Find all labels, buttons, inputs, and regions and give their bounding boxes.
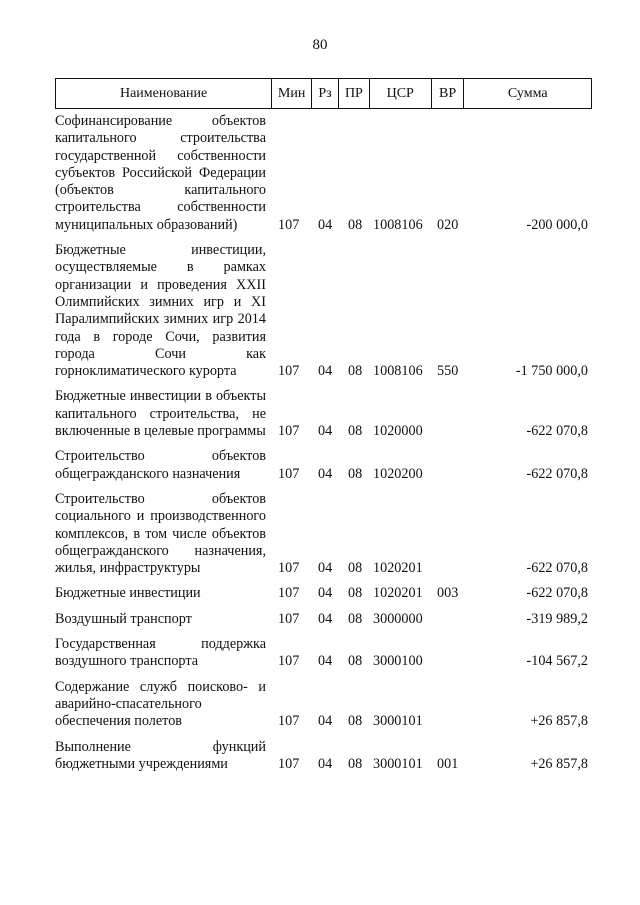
row-name: Государственная поддержка воздушного транспорта [55,636,266,670]
table-row [55,448,592,483]
row-rz: 04 [318,560,333,577]
row-vr: 001 [437,755,459,772]
row-csr: 1020201 [373,560,423,577]
row-min: 107 [278,755,300,772]
page-number: 80 [312,37,328,53]
row-pr: 08 [348,585,363,602]
row-csr: 1020000 [373,423,423,440]
row-rz: 04 [318,585,333,602]
row-pr: 08 [348,653,363,670]
row-csr: 3000100 [373,653,423,670]
row-vr: 003 [437,585,459,602]
row-rz: 04 [318,465,333,482]
table-row [55,611,592,628]
table-row [55,491,592,577]
table-row [55,113,592,234]
row-pr: 08 [348,423,363,440]
row-csr: 1008106 [373,363,423,380]
row-sum: -104 567,2 [526,653,588,670]
row-name: Строительство объектов социального и производственного комплексов, в том числе объектов общегражданского назначения, жилья, инфраструктуры [55,490,266,577]
row-min: 107 [278,423,300,440]
row-min: 107 [278,713,300,730]
row-name: Бюджетные инвестиции, осуществляемые в рамках организации и проведения XXII Олимпийских зимних игр и XI Паралимпийских зимних игр 2014 года в городе Сочи, развития города Сочи как горноклиматического курорта [55,242,266,380]
row-pr: 08 [348,216,363,233]
row-sum: -622 070,8 [526,585,588,602]
row-rz: 04 [318,610,333,627]
row-sum: -200 000,0 [526,216,588,233]
row-pr: 08 [348,363,363,380]
row-min: 107 [278,465,300,482]
row-min: 107 [278,216,300,233]
row-csr: 1008106 [373,216,423,233]
row-csr: 3000000 [373,610,423,627]
table-header [55,78,592,109]
table-body [55,113,592,773]
row-sum: -622 070,8 [526,423,588,440]
row-min: 107 [278,610,300,627]
row-name: Выполнение функций бюджетными учреждениями [55,738,266,772]
header-min: Мин [272,79,312,108]
row-name: Строительство объектов общегражданского назначения [55,448,266,482]
header-name: Наименование [56,79,272,108]
row-sum: -319 989,2 [526,610,588,627]
row-sum: +26 857,8 [530,713,588,730]
row-rz: 04 [318,216,333,233]
row-min: 107 [278,560,300,577]
table-row [55,242,592,380]
row-sum: -1 750 000,0 [515,363,588,380]
table-row [55,388,592,440]
row-rz: 04 [318,363,333,380]
table-row [55,636,592,671]
row-name: Воздушный транспорт [55,610,192,627]
row-sum: -622 070,8 [526,465,588,482]
budget-table [55,78,592,781]
row-min: 107 [278,363,300,380]
row-csr: 3000101 [373,713,423,730]
row-rz: 04 [318,653,333,670]
row-csr: 3000101 [373,755,423,772]
row-sum: -622 070,8 [526,560,588,577]
row-name: Софинансирование объектов капитального строительства государственной собственности субъектов Российской Федерации (объектов капитального строительства собственности муниципальных образований) [55,113,266,233]
row-pr: 08 [348,713,363,730]
row-vr: 020 [437,216,459,233]
row-rz: 04 [318,423,333,440]
row-name: Бюджетные инвестиции [55,585,201,602]
row-name: Бюджетные инвестиции в объекты капитального строительства, не включенные в целевые программы [55,388,266,440]
row-pr: 08 [348,610,363,627]
row-pr: 08 [348,465,363,482]
row-min: 107 [278,653,300,670]
row-vr: 550 [437,363,459,380]
table-row [55,585,592,602]
row-csr: 1020201 [373,585,423,602]
table-row [55,739,592,774]
row-pr: 08 [348,755,363,772]
row-sum: +26 857,8 [530,755,588,772]
header-rz: Рз [312,79,339,108]
row-pr: 08 [348,560,363,577]
header-sum: Сумма [507,85,548,101]
row-rz: 04 [318,755,333,772]
header-vr: ВР [432,79,465,108]
row-rz: 04 [318,713,333,730]
table-row [55,679,592,731]
header-pr: ПР [339,79,370,108]
row-name: Содержание служб поисково- и аварийно-спасательного обеспечения полетов [55,678,266,730]
row-csr: 1020200 [373,465,423,482]
row-min: 107 [278,585,300,602]
header-csr: ЦСР [370,79,432,108]
